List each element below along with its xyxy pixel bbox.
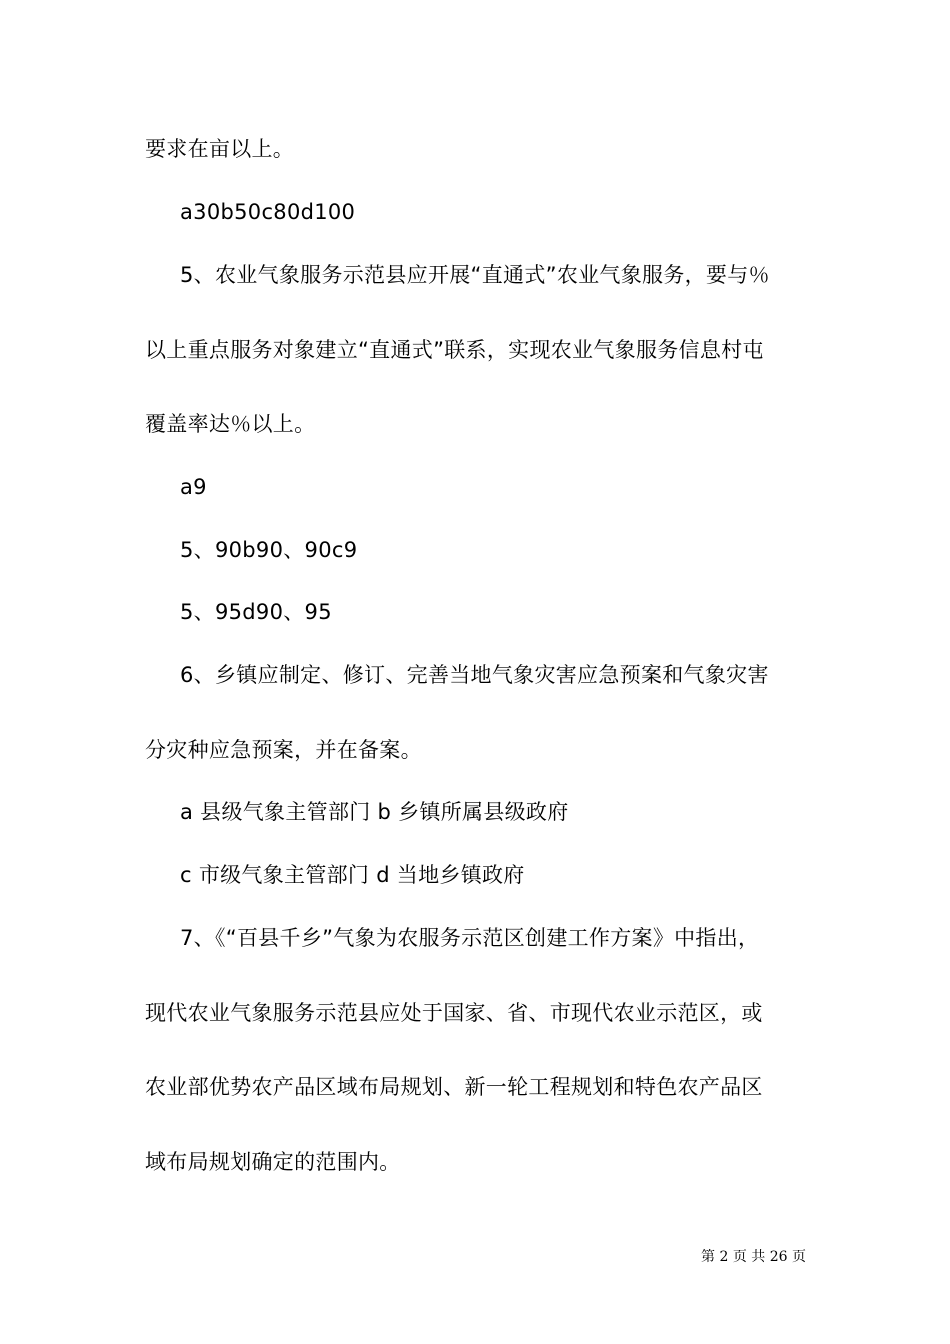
text-line: 要求在亩以上。 bbox=[145, 137, 295, 161]
text-line: 覆盖率达％以上。 bbox=[145, 412, 316, 436]
text-line: a9 bbox=[180, 475, 207, 499]
text-line: 5、农业气象服务示范县应开展“直通式”农业气象服务，要与％ bbox=[180, 263, 770, 287]
text-line: a30b50c80d100 bbox=[180, 200, 356, 224]
text-line: 农业部优势农产品区域布局规划、新一轮工程规划和特色农产品区 bbox=[145, 1075, 763, 1099]
text-line: c 市级气象主管部门 d 当地乡镇政府 bbox=[180, 863, 525, 887]
text-line: 分灾种应急预案，并在备案。 bbox=[145, 738, 422, 762]
text-line: 域布局规划确定的范围内。 bbox=[145, 1150, 401, 1174]
text-line: 5、95d90、95 bbox=[180, 600, 332, 624]
page-number: 第 2 页 共 26 页 bbox=[701, 1249, 806, 1265]
text-line: 5、90b90、90c9 bbox=[180, 538, 358, 562]
text-line: 7、《“百县千乡”气象为农服务示范区创建工作方案》中指出， bbox=[180, 926, 760, 950]
text-line: 现代农业气象服务示范县应处于国家、省、市现代农业示范区，或 bbox=[145, 1001, 763, 1025]
text-line: a 县级气象主管部门 b 乡镇所属县级政府 bbox=[180, 800, 569, 824]
text-line: 6、乡镇应制定、修订、完善当地气象灾害应急预案和气象灾害 bbox=[180, 663, 769, 687]
text-line: 以上重点服务对象建立“直通式”联系，实现农业气象服务信息村屯 bbox=[145, 338, 764, 362]
